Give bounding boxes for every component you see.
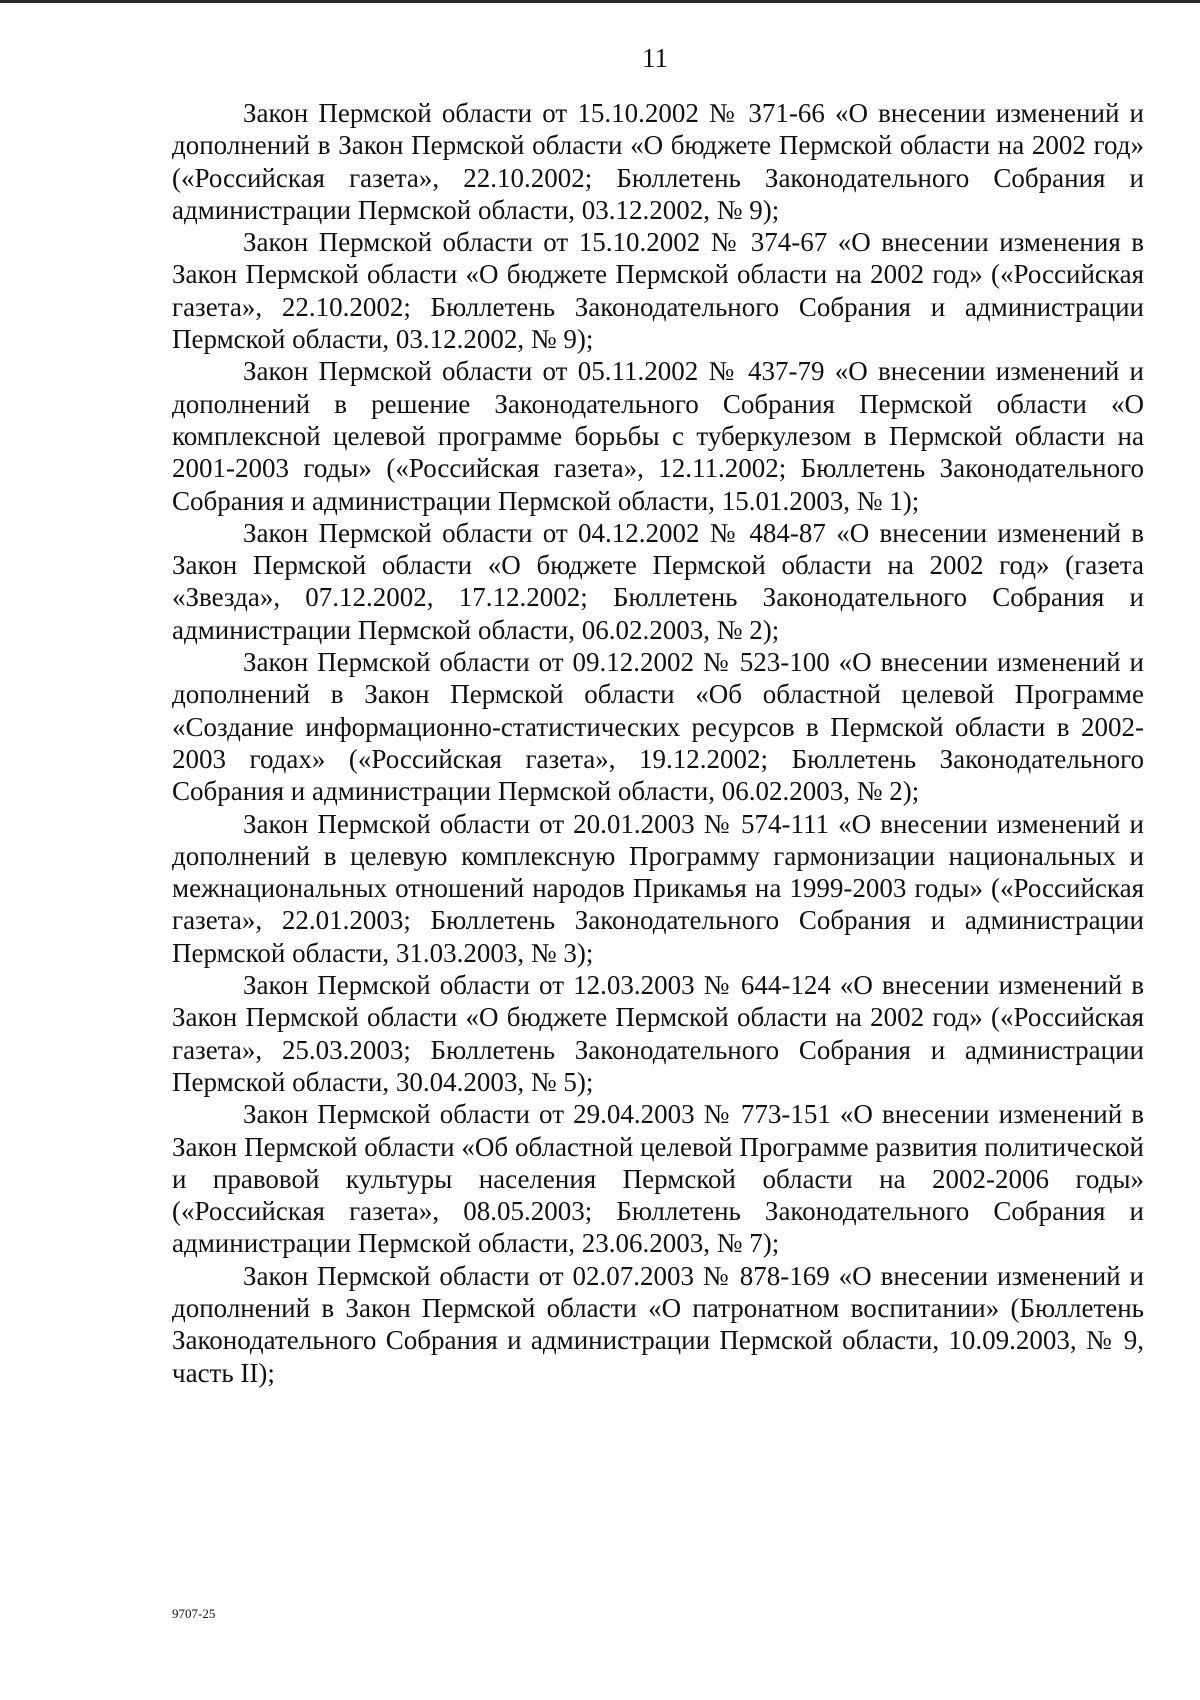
law-entry-paragraph: Закон Пермской области от 04.12.2002 № 484-87 «О внесении изменений в Закон Пермской области «О бюджете Пермской области на 2002 год» (газета «Звезда», 07.12.2002, 17.12.2002; Бюллетень Законодательного Собрания и администрации Пермской области, 06.02.2003, № 2); <box>172 517 1144 645</box>
law-entry-paragraph: Закон Пермской области от 05.11.2002 № 437-79 «О внесении изменений и дополнений в решение Законодательного Собрания Пермской области «О комплексной целевой программе борьбы с туберкулезом в Пермской области на 2001-2003 годы» («Российская газета», 12.11.2002; Бюллетень Законодательного Собрания и администрации Пермской области, 15.01.2003, № 1); <box>172 356 1144 516</box>
law-entry-paragraph: Закон Пермской области от 15.10.2002 № 371-66 «О внесении изменений и дополнений в Закон Пермской области «О бюджете Пермской области на 2002 год» («Российская газета», 22.10.2002; Бюллетень Законодательного Собрания и администрации Пермской области, 03.12.2002, № 9); <box>172 98 1144 225</box>
law-entry-paragraph: Закон Пермской области от 09.12.2002 № 523-100 «О внесении изменений и дополнений в Закон Пермской области «Об областной целевой Программе «Создание информационно-статистических ресурсов в Пермской области в 2002-2003 годах» («Российская газета», 19.12.2002; Бюллетень Законодательного Собрания и администрации Пермской области, 06.02.2003, № 2); <box>172 647 1144 807</box>
law-entry-paragraph: Закон Пермской области от 20.01.2003 № 574-111 «О внесении изменений и дополнений в целевую комплексную Программу гармонизации национальных и межнациональных отношений народов Прикамья на 1999-2003 годы» («Российская газета», 22.01.2003; Бюллетень Законодательного Собрания и администрации Пермской области, 31.03.2003, № 3); <box>172 808 1144 968</box>
page-number: 11 <box>642 43 668 73</box>
page-top-border <box>0 0 1200 3</box>
law-entry-paragraph: Закон Пермской области от 02.07.2003 № 878-169 «О внесении изменений и дополнений в Закон Пермской области «О патронатном воспитании» (Бюллетень Законодательного Собрания и администрации Пермской области, 10.09.2003, № 9, часть II); <box>172 1260 1144 1388</box>
law-entry-paragraph: Закон Пермской области от 12.03.2003 № 644-124 «О внесении изменений в Закон Пермской области «О бюджете Пермской области на 2002 год» («Российская газета», 25.03.2003; Бюллетень Законодательного Собрания и администрации Пермской области, 30.04.2003, № 5); <box>172 970 1144 1097</box>
law-entry-paragraph: Закон Пермской области от 15.10.2002 № 374-67 «О внесении изменения в Закон Пермской области «О бюджете Пермской области на 2002 год» («Российская газета», 22.10.2002; Бюллетень Законодательного Собрания и администрации Пермской области, 03.12.2002, № 9); <box>172 227 1144 355</box>
document-body <box>172 97 1144 1389</box>
document-code: 9707-25 <box>172 1606 216 1621</box>
law-entry-paragraph: Закон Пермской области от 29.04.2003 № 773-151 «О внесении изменений в Закон Пермской области «Об областной целевой Программе развития политической и правовой культуры населения Пермской области на 2002-2006 годы» («Российская газета», 08.05.2003; Бюллетень Законодательного Собрания и администрации Пермской области, 23.06.2003, № 7); <box>172 1099 1144 1259</box>
